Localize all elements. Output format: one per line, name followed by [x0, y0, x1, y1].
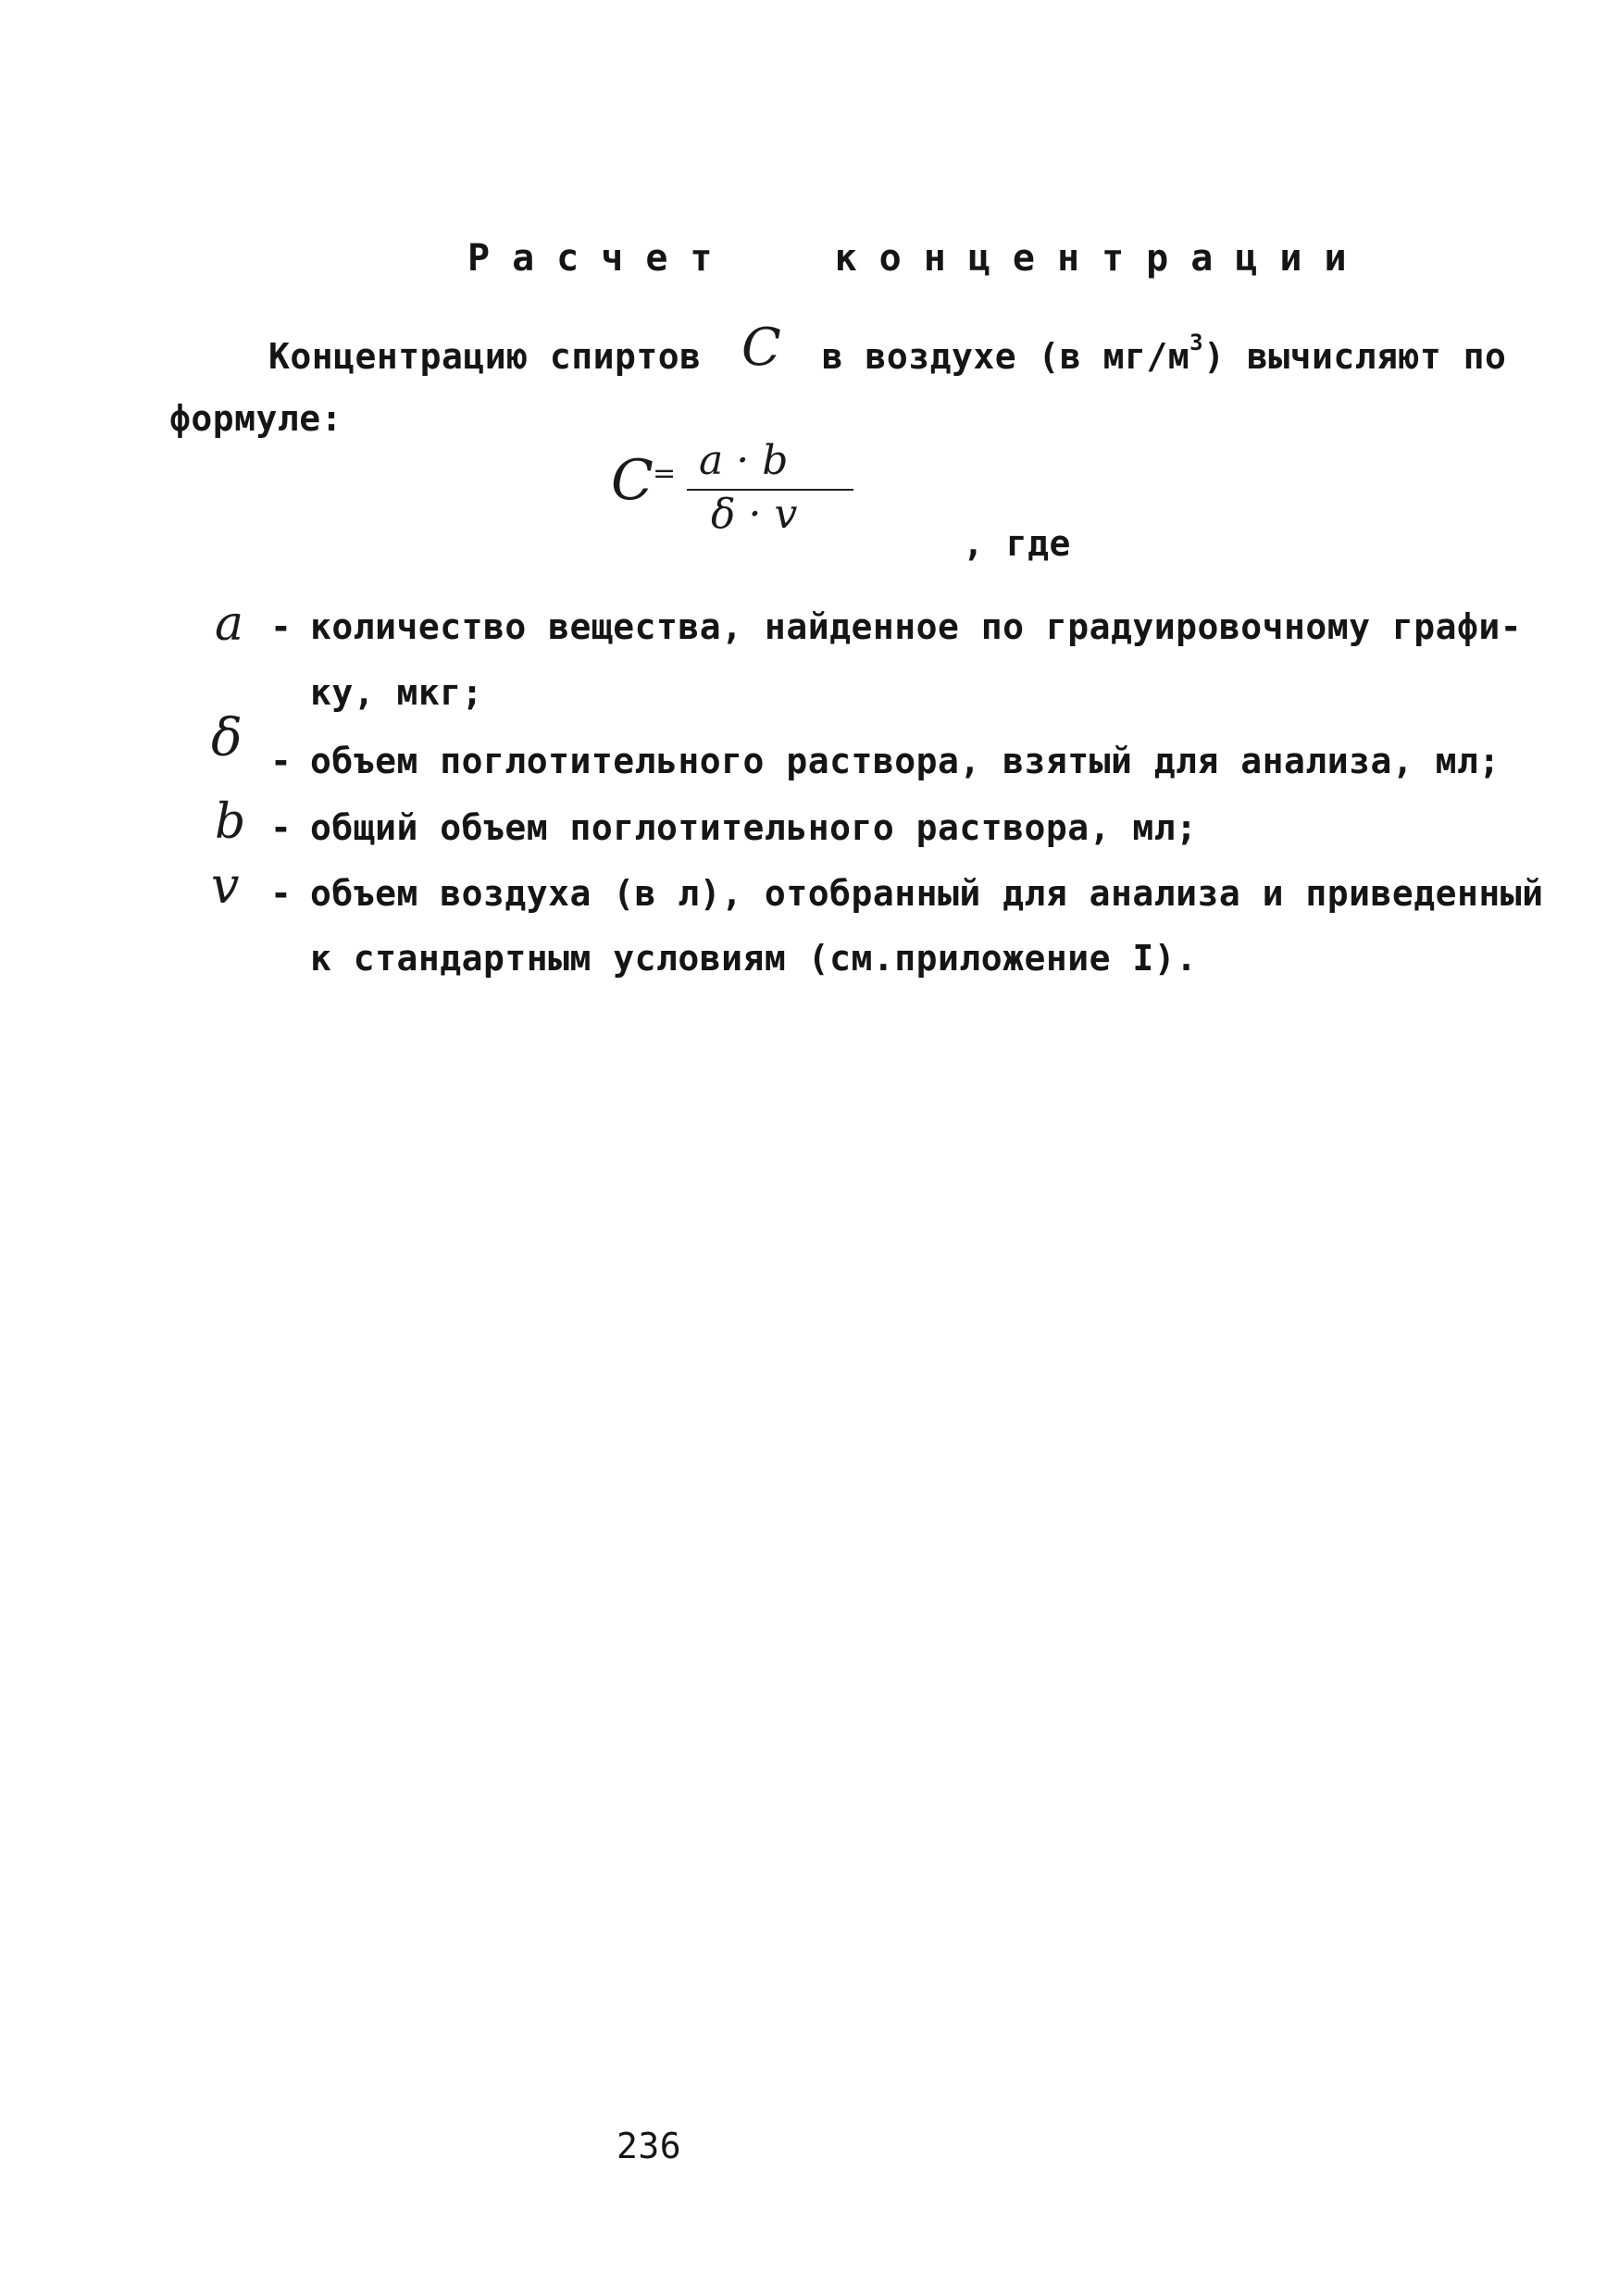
intro-text-start: Концентрацию спиртов: [268, 336, 702, 377]
intro-line-1: [268, 318, 1507, 381]
where-label: , где: [963, 523, 1071, 564]
page-number: 236: [616, 2126, 682, 2166]
concentration-formula: [611, 437, 861, 539]
definition-dash-b: -: [270, 807, 293, 848]
unit-superscript: 3: [1189, 330, 1204, 356]
intro-text-middle: в воздухе (в мг/м: [821, 336, 1190, 377]
formula-equals: =: [653, 457, 677, 490]
formula-denominator: δ · v: [711, 491, 798, 538]
section-title: Расчет концентрации: [467, 237, 1369, 280]
definition-symbol-b: b: [215, 794, 246, 850]
definition-symbol-v: v: [211, 856, 240, 915]
definition-text-delta: объем поглотительного раствора, взятый для анализа, мл;: [310, 741, 1501, 781]
definition-text-a-line2: ку, мкг;: [310, 672, 484, 713]
definition-symbol-a: a: [215, 596, 244, 652]
intro-line-2: формуле:: [169, 398, 343, 439]
definition-dash-a: -: [270, 606, 293, 647]
definition-text-b: общий объем поглотительного раствора, мл;: [310, 807, 1198, 848]
definition-text-v-line2: к стандартным условиям (см.приложение I).: [310, 938, 1198, 979]
symbol-c: C: [741, 318, 782, 378]
definition-dash-delta: -: [270, 741, 293, 781]
definition-symbol-delta: δ: [211, 708, 243, 768]
definition-dash-v: -: [270, 873, 293, 914]
definition-text-a-line1: количество вещества, найденное по градуировочному графи-: [310, 606, 1523, 647]
formula-numerator: a · b: [699, 437, 789, 484]
formula-lhs: C: [611, 448, 654, 513]
definition-text-v-line1: объем воздуха (в л), отобранный для анализа и приведенный: [310, 873, 1544, 914]
intro-text-end: ) вычисляют по: [1203, 336, 1507, 377]
